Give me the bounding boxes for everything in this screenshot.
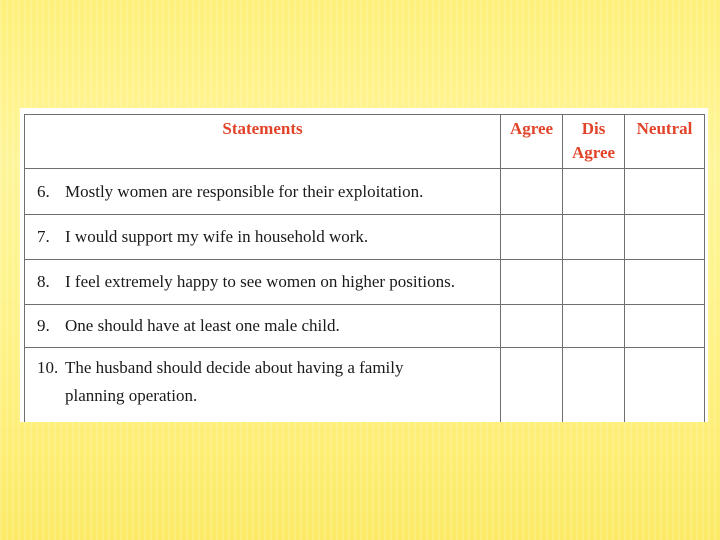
table-row bbox=[25, 169, 705, 215]
statement-text: Mostly women are responsible for their exploitation. bbox=[65, 181, 424, 201]
statement-number: 6. bbox=[37, 181, 50, 201]
disagree-cell[interactable] bbox=[563, 348, 625, 423]
header-row bbox=[25, 115, 705, 169]
disagree-cell[interactable] bbox=[563, 305, 625, 348]
statement-number: 8. bbox=[37, 272, 50, 291]
header-statements: Statements bbox=[25, 115, 501, 169]
statement-cell bbox=[25, 305, 501, 348]
header-disagree-line2: Agree bbox=[571, 143, 616, 162]
neutral-cell[interactable] bbox=[625, 305, 705, 348]
table-row bbox=[25, 215, 705, 260]
disagree-cell[interactable] bbox=[563, 169, 625, 215]
statement-cell bbox=[25, 169, 501, 215]
statement-number: 9. bbox=[37, 316, 50, 335]
neutral-cell[interactable] bbox=[625, 169, 705, 215]
header-disagree-line1: Dis bbox=[581, 119, 606, 138]
header-neutral: Neutral bbox=[625, 115, 705, 169]
statement-number: 7. bbox=[37, 227, 50, 246]
statement-cell bbox=[25, 260, 501, 305]
statement-cell bbox=[25, 215, 501, 260]
statement-text: I would support my wife in household work. bbox=[65, 227, 369, 246]
neutral-cell[interactable] bbox=[625, 215, 705, 260]
statement-text-line2: planning operation. bbox=[65, 386, 198, 405]
header-agree: Agree bbox=[501, 115, 563, 169]
statement-text-line1: The husband should decide about having a family bbox=[65, 358, 404, 377]
disagree-cell[interactable] bbox=[563, 215, 625, 260]
survey-table bbox=[24, 114, 705, 422]
statement-text: I feel extremely happy to see women on higher positions. bbox=[65, 272, 455, 291]
statement-number: 10. bbox=[37, 358, 59, 377]
header-disagree bbox=[563, 115, 625, 169]
agree-cell[interactable] bbox=[501, 348, 563, 423]
table-row bbox=[25, 260, 705, 305]
agree-cell[interactable] bbox=[501, 305, 563, 348]
neutral-cell[interactable] bbox=[625, 260, 705, 305]
agree-cell[interactable] bbox=[501, 169, 563, 215]
agree-cell[interactable] bbox=[501, 215, 563, 260]
statement-cell bbox=[25, 348, 501, 423]
neutral-cell[interactable] bbox=[625, 348, 705, 423]
table-row bbox=[25, 305, 705, 348]
statement-text: One should have at least one male child. bbox=[65, 316, 340, 335]
table-row bbox=[25, 348, 705, 423]
disagree-cell[interactable] bbox=[563, 260, 625, 305]
agree-cell[interactable] bbox=[501, 260, 563, 305]
questionnaire-image bbox=[20, 108, 708, 422]
